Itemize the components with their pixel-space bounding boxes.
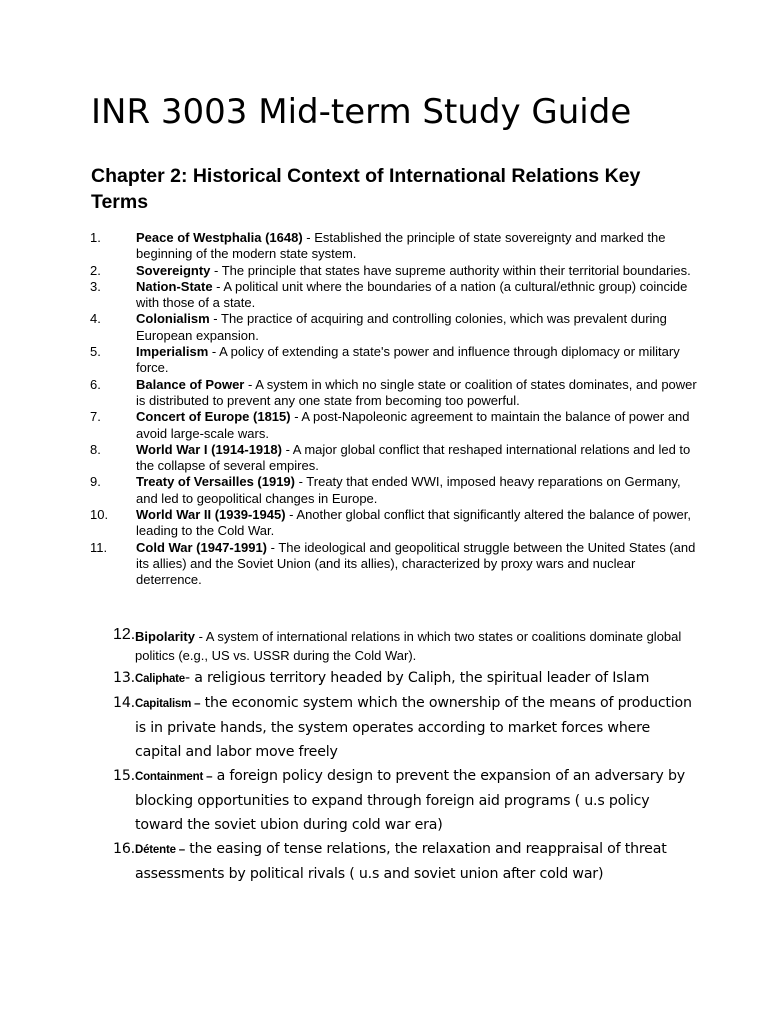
list-item	[0, 263, 700, 279]
term-name: Bipolarity	[135, 629, 195, 644]
term-name: Treaty of Versailles (1919)	[136, 474, 295, 490]
list-item-number: 14.	[113, 695, 135, 711]
term-name: Peace of Westphalia (1648)	[136, 230, 303, 245]
list-item-number: 5.	[90, 344, 101, 360]
list-item	[0, 540, 700, 589]
term-name: Sovereignty	[136, 262, 211, 278]
list-item	[0, 691, 700, 764]
term-name: World War II (1939-1945)	[136, 507, 286, 523]
list-item-number: 6.	[90, 376, 101, 392]
term-name: Cold War (1947-1991)	[136, 539, 268, 555]
term-definition: - Treaty that ended WWI, imposed heavy reparations on Germany, and led to geopolitical changes in Europe.	[136, 474, 681, 506]
list-item-number: 15.	[113, 768, 135, 784]
term-definition: - The practice of acquiring and controlling colonies, which was prevalent during European expansion.	[136, 311, 667, 343]
list-item	[0, 442, 700, 475]
term-definition: the economic system which the ownership of the means of production is in private hands, the system operates according to market forces where capital and labor move freely	[135, 695, 692, 760]
list-item-number: 3.	[90, 278, 101, 294]
list-item	[0, 666, 700, 691]
list-item-number: 16.	[113, 841, 135, 857]
term-definition: - Established the principle of state sovereignty and marked the beginning of the modern state system.	[136, 230, 666, 262]
list-item	[0, 377, 700, 410]
list-item-number: 8.	[90, 441, 101, 457]
list-item	[0, 230, 700, 263]
key-terms-list	[0, 230, 700, 589]
list-item-number: 10.	[90, 507, 109, 523]
term-definition: - A system in which no single state or coalition of states dominates, and power is distributed to prevent any one state from becoming too powerful.	[136, 376, 697, 408]
document-title: INR 3003 Mid-term Study Guide	[91, 92, 632, 132]
extra-terms-list	[0, 625, 700, 886]
term-definition: - A system of international relations in which two states or coalitions dominate global politics (e.g., US vs. USSR during the Cold War).	[135, 629, 682, 663]
term-name: Nation-State	[136, 278, 213, 294]
list-item-number: 9.	[90, 474, 101, 490]
list-item-number: 13.	[113, 670, 135, 686]
term-name: Balance of Power	[136, 376, 245, 392]
term-definition: - A post-Napoleonic agreement to maintain the balance of power and avoid large-scale wars.	[136, 409, 690, 441]
term-definition: - A major global conflict that reshaped international relations and led to the collapse of several empires.	[136, 441, 691, 474]
term-name: World War I (1914-1918)	[136, 441, 282, 457]
term-definition: - The ideological and geopolitical struggle between the United States (and its allies) and the Soviet Union (and its allies), characterized by proxy wars and nuclear deterrence.	[136, 539, 696, 588]
term-name: Containment –	[135, 771, 213, 783]
term-name: Détente –	[135, 844, 185, 856]
term-definition: - The principle that states have supreme authority within their territorial boundaries.	[210, 262, 691, 278]
term-definition: - A policy of extending a state's power and influence through diplomacy or military force.	[136, 344, 680, 376]
list-item-number: 12.	[113, 626, 136, 643]
list-item	[0, 409, 700, 442]
list-item	[0, 625, 700, 666]
term-definition: - A political unit where the boundaries of a nation (a cultural/ethnic group) coincide with those of a state.	[136, 278, 688, 311]
list-item	[0, 764, 700, 837]
chapter-heading: Chapter 2: Historical Context of International Relations Key Terms	[91, 165, 641, 213]
list-item	[0, 507, 700, 540]
term-name: Caliphate	[135, 673, 185, 685]
term-definition: a foreign policy design to prevent the expansion of an adversary by blocking opportunities to expand through foreign aid programs ( u.s policy toward the soviet ubion during cold war era)	[135, 768, 685, 833]
list-item-number: 7.	[90, 409, 101, 425]
term-name: Imperialism	[136, 344, 209, 360]
list-item	[0, 311, 700, 344]
list-item-number: 4.	[90, 311, 101, 327]
term-definition: - Another global conflict that significantly altered the balance of power, leading to the Cold War.	[136, 507, 691, 539]
term-definition: - a religious territory headed by Caliph, the spiritual leader of Islam	[184, 670, 650, 686]
term-name: Concert of Europe (1815)	[136, 409, 291, 425]
term-name: Colonialism	[136, 311, 210, 327]
list-item	[0, 837, 700, 886]
list-item-number: 11.	[90, 539, 108, 555]
list-item	[0, 344, 700, 377]
list-item-number: 2.	[90, 262, 101, 278]
list-item-number: 1.	[90, 230, 101, 245]
list-item	[0, 474, 700, 507]
list-item	[0, 279, 700, 312]
term-name: Capitalism –	[135, 698, 201, 710]
term-definition: the easing of tense relations, the relaxation and reappraisal of threat assessments by political rivals ( u.s and soviet union after cold war)	[135, 841, 667, 882]
